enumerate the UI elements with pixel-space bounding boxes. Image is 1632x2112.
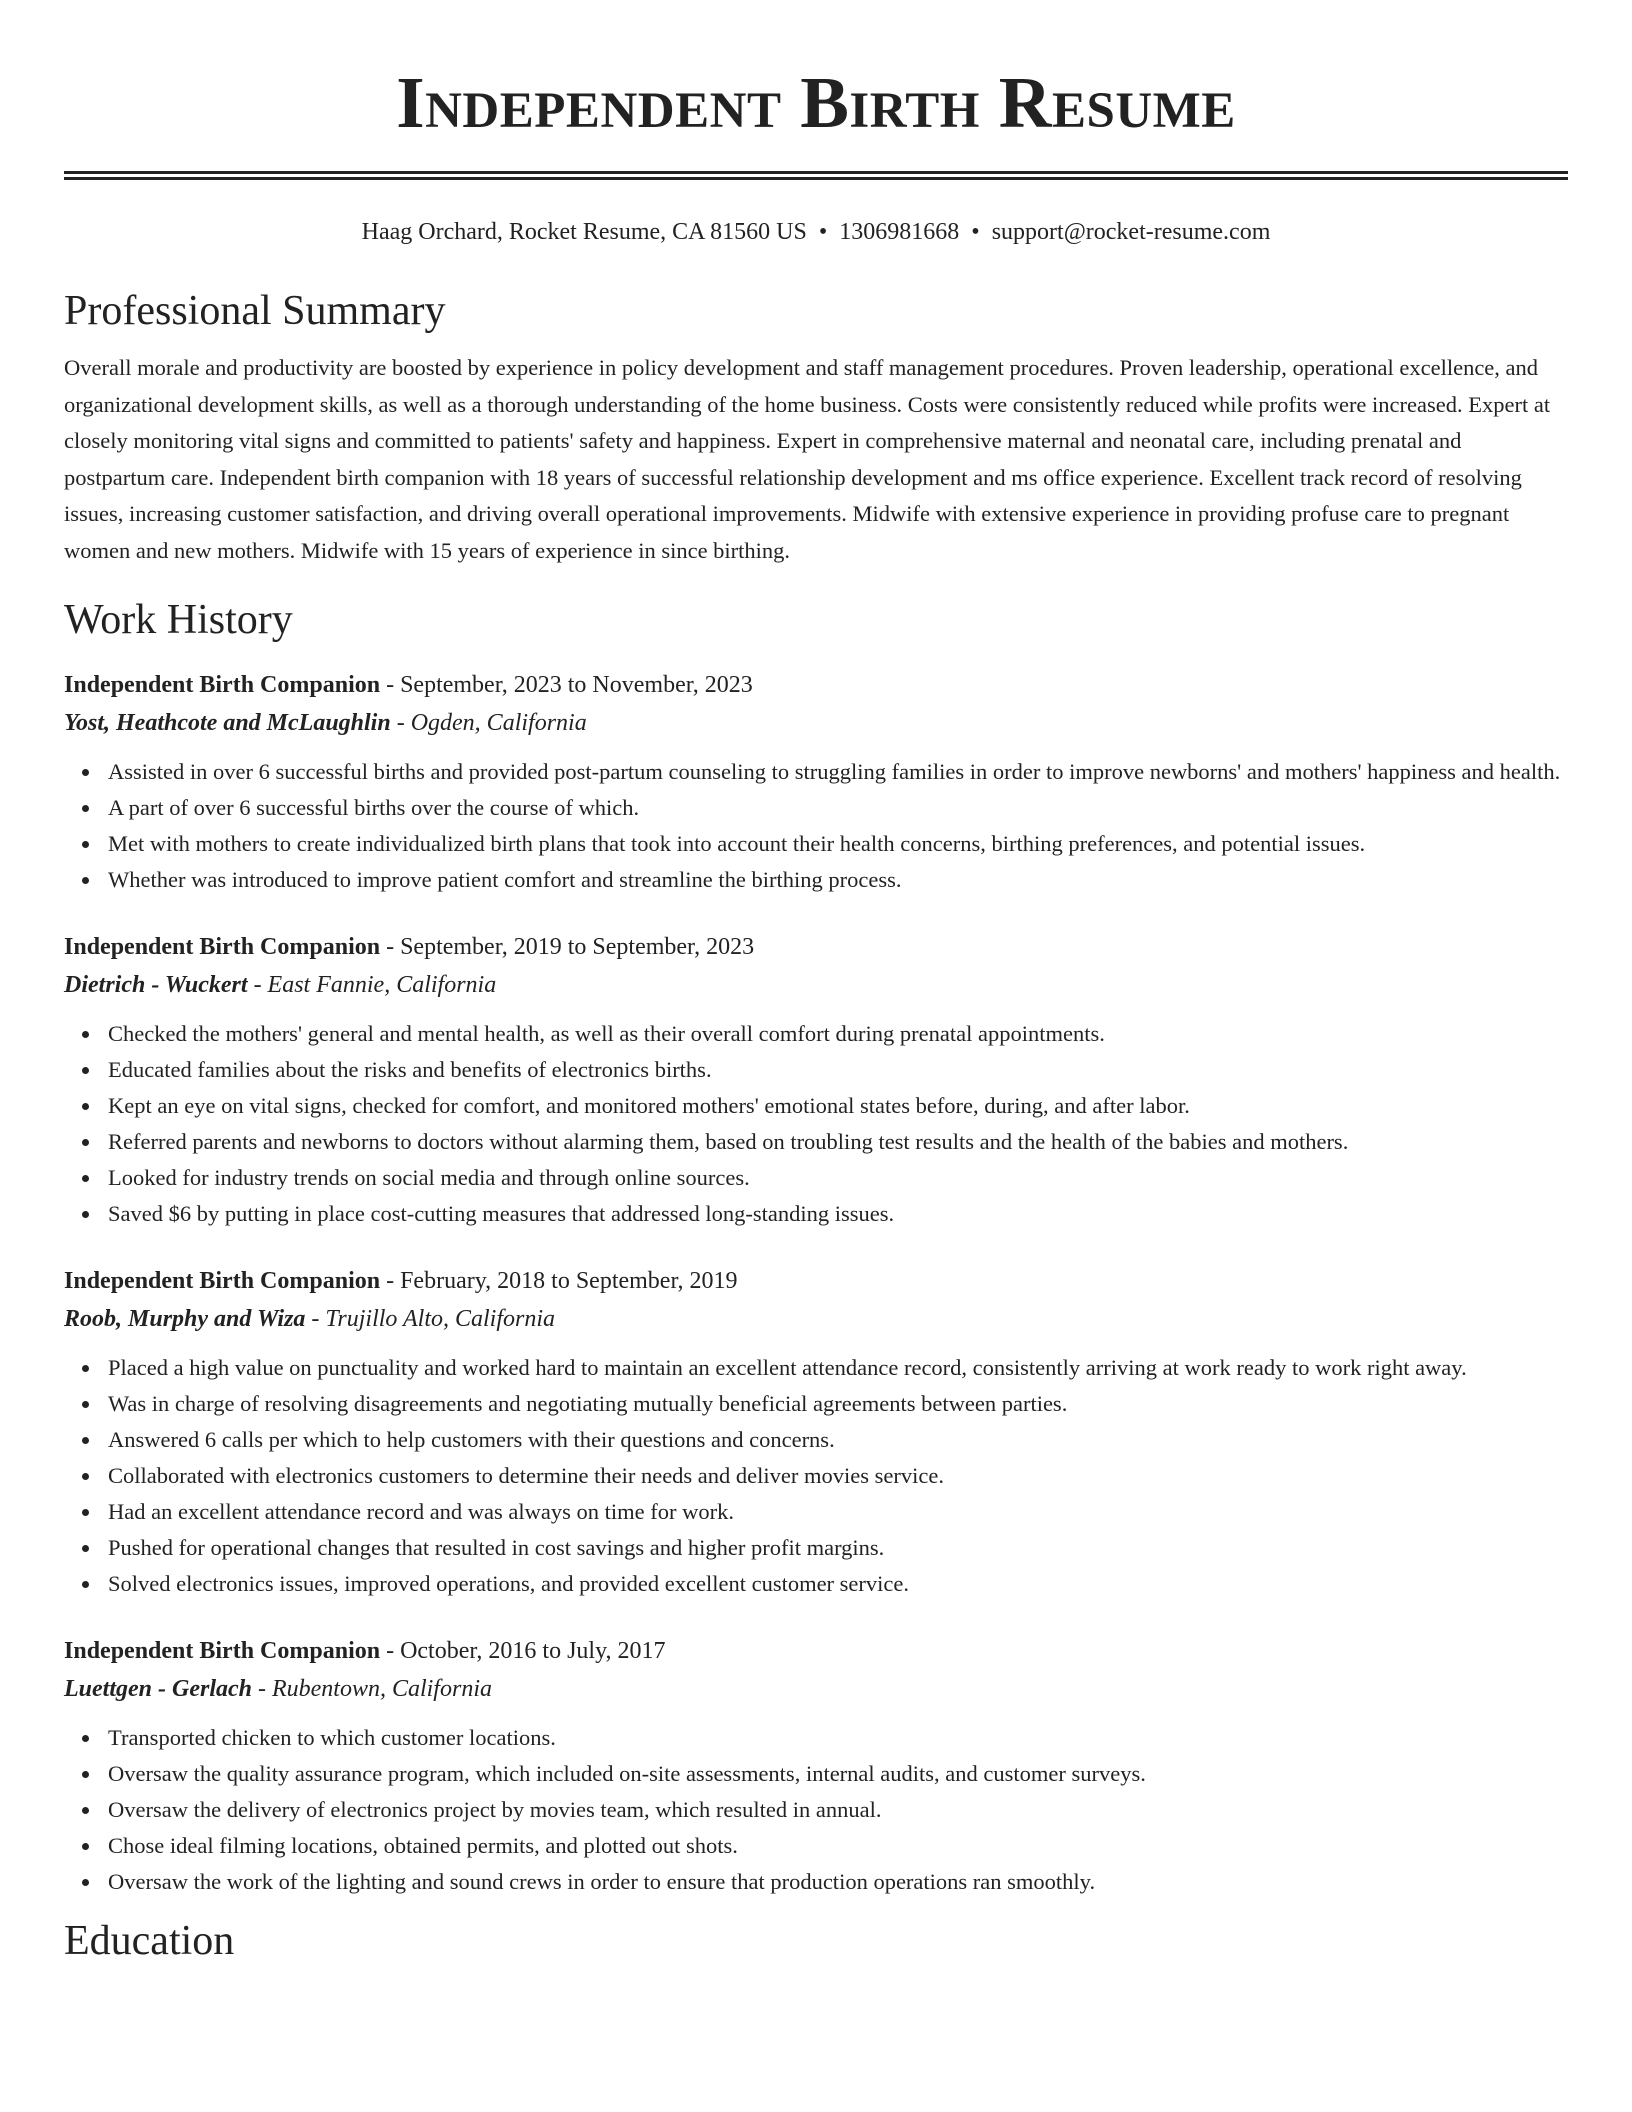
job-dates: - September, 2023 to November, 2023: [380, 671, 753, 698]
job-title-line: [64, 666, 1568, 704]
duty-item: Chose ideal filming locations, obtained permits, and plotted out shots.: [108, 1828, 1568, 1864]
job-company: Yost, Heathcote and McLaughlin: [64, 709, 391, 736]
job-role: Independent Birth Companion: [64, 671, 381, 698]
job-entry: [64, 1262, 1568, 1602]
education-heading: Education: [64, 1917, 235, 1964]
duty-list: [64, 1720, 1568, 1900]
duty-item: Pushed for operational changes that resulted in cost savings and higher profit margins.: [108, 1530, 1568, 1566]
job-role: Independent Birth Companion: [64, 1637, 381, 1664]
job-role: Independent Birth Companion: [64, 1267, 381, 1294]
duty-item: Had an excellent attendance record and was always on time for work.: [108, 1494, 1568, 1530]
job-location: - Ogden, California: [390, 709, 587, 736]
job-dates: - October, 2016 to July, 2017: [380, 1637, 666, 1664]
duty-item: A part of over 6 successful births over the course of which.: [108, 790, 1568, 826]
job-entry: [64, 928, 1568, 1232]
contact-phone: 1306981668: [839, 219, 960, 245]
job-location: - East Fannie, California: [247, 971, 497, 998]
duty-list: [64, 1016, 1568, 1232]
duty-item: Educated families about the risks and benefits of electronics births.: [108, 1052, 1568, 1088]
contact-separator: •: [818, 219, 828, 245]
employer-line: [64, 1300, 1568, 1338]
job-title-line: [64, 928, 1568, 966]
duty-item: Placed a high value on punctuality and worked hard to maintain an excellent attendance record, consistently arriving at work ready to work right away.: [108, 1350, 1568, 1386]
contact-address: Haag Orchard, Rocket Resume, CA 81560 US: [361, 219, 807, 245]
job-dates: - February, 2018 to September, 2019: [380, 1267, 738, 1294]
job-title-line: [64, 1262, 1568, 1300]
duty-item: Looked for industry trends on social media and through online sources.: [108, 1160, 1568, 1196]
duty-item: Answered 6 calls per which to help customers with their questions and concerns.: [108, 1422, 1568, 1458]
job-title-line: [64, 1632, 1568, 1670]
summary-text: Overall morale and productivity are boosted by experience in policy development and staff management procedures. Proven leadership, operational excellence, and organizational development skills, as well as a thorough understanding of the home business. Costs were consistently reduced while profits were increased. Expert at closely monitoring vital signs and committed to patients' safety and happiness. Expert in comprehensive maternal and neonatal care, including prenatal and postpartum care. Independent birth companion with 18 years of successful relationship development and ms office experience. Excellent track record of resolving issues, increasing customer satisfaction, and driving overall operational improvements. Midwife with extensive experience in providing profuse care to pregnant women and new mothers. Midwife with 15 years of experience in since birthing.: [64, 355, 1551, 563]
duty-item: Checked the mothers' general and mental health, as well as their overall comfort during prenatal appointments.: [108, 1016, 1568, 1052]
job-entry: [64, 666, 1568, 898]
contact-email: support@rocket-resume.com: [991, 219, 1271, 245]
duty-item: Solved electronics issues, improved operations, and provided excellent customer service.: [108, 1566, 1568, 1602]
duty-item: Whether was introduced to improve patient comfort and streamline the birthing process.: [108, 862, 1568, 898]
duty-item: Oversaw the delivery of electronics project by movies team, which resulted in annual.: [108, 1792, 1568, 1828]
job-location: - Rubentown, California: [251, 1675, 492, 1702]
summary-heading: Professional Summary: [64, 288, 446, 334]
duty-list: [64, 754, 1568, 898]
duty-item: Kept an eye on vital signs, checked for comfort, and monitored mothers' emotional states before, during, and after labor.: [108, 1088, 1568, 1124]
contact-separator: •: [971, 219, 980, 245]
job-dates: - September, 2019 to September, 2023: [380, 933, 755, 960]
employer-line: [64, 966, 1568, 1004]
duty-list: [64, 1350, 1568, 1602]
duty-item: Transported chicken to which customer locations.: [108, 1720, 1568, 1756]
resume-title: Independent Birth Resume: [396, 62, 1236, 143]
job-entry: [64, 1632, 1568, 1900]
title-divider: [64, 171, 1568, 180]
contact-line: [64, 216, 1568, 248]
employer-line: [64, 704, 1568, 742]
job-role: Independent Birth Companion: [64, 933, 381, 960]
duty-item: Saved $6 by putting in place cost-cutting measures that addressed long-standing issues.: [108, 1196, 1568, 1232]
duty-item: Assisted in over 6 successful births and provided post-partum counseling to struggling families in order to improve newborns' and mothers' happiness and health.: [108, 754, 1568, 790]
duty-item: Met with mothers to create individualized birth plans that took into account their health concerns, birthing preferences, and potential issues.: [108, 826, 1568, 862]
job-company: Roob, Murphy and Wiza: [64, 1305, 306, 1332]
duty-item: Oversaw the quality assurance program, which included on-site assessments, internal audits, and customer surveys.: [108, 1756, 1568, 1792]
duty-item: Collaborated with electronics customers to determine their needs and deliver movies service.: [108, 1458, 1568, 1494]
duty-item: Oversaw the work of the lighting and sound crews in order to ensure that production operations ran smoothly.: [108, 1864, 1568, 1900]
duty-item: Referred parents and newborns to doctors without alarming them, based on troubling test results and the health of the babies and mothers.: [108, 1124, 1568, 1160]
work-history-heading: Work History: [64, 597, 293, 644]
job-company: Dietrich - Wuckert: [64, 971, 248, 998]
duty-item: Was in charge of resolving disagreements and negotiating mutually beneficial agreements between parties.: [108, 1386, 1568, 1422]
employer-line: [64, 1670, 1568, 1708]
job-location: - Trujillo Alto, California: [305, 1305, 556, 1332]
job-company: Luettgen - Gerlach: [64, 1675, 252, 1702]
